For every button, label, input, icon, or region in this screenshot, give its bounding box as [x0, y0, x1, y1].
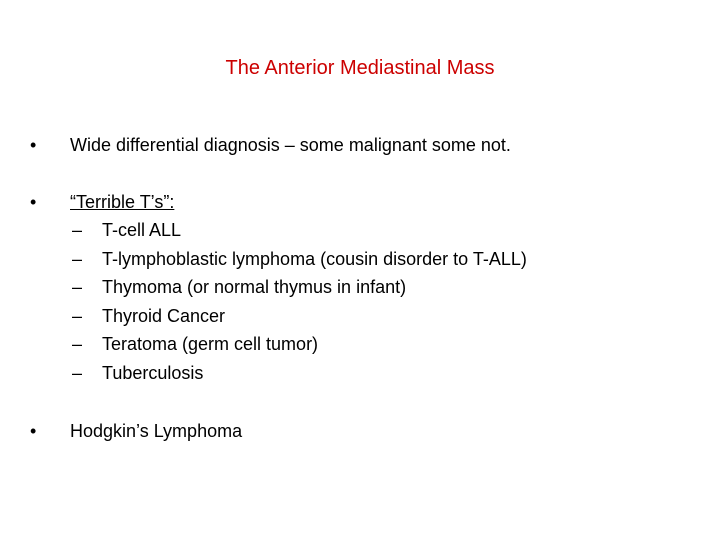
sub-item-text: T-lymphoblastic lymphoma (cousin disorder to T-ALL)	[102, 248, 527, 269]
sub-item-text: Thyroid Cancer	[102, 305, 226, 326]
sub-item-text: Thymoma (or normal thymus in infant)	[102, 277, 407, 297]
sub-list-item	[72, 249, 527, 278]
dash-marker: –	[72, 277, 83, 297]
slide-title: The Anterior Mediastinal Mass	[225, 57, 495, 79]
sub-list-item	[72, 220, 527, 249]
dash-marker: –	[72, 220, 83, 240]
sub-item-text: Teratoma (germ cell tumor)	[102, 334, 319, 354]
bullet-item	[30, 192, 174, 212]
bullet-text: Hodgkin’s Lymphoma	[70, 421, 243, 441]
bullet-marker: •	[30, 421, 37, 441]
dash-marker: –	[72, 362, 83, 383]
sub-item-text: Tuberculosis	[102, 362, 204, 383]
dash-marker: –	[72, 305, 83, 326]
bullet-text: Wide differential diagnosis – some malignant some not.	[70, 135, 511, 155]
dash-marker: –	[72, 334, 83, 354]
sub-list-item	[72, 306, 527, 335]
sub-list-item	[72, 363, 527, 392]
sub-list-item	[72, 277, 527, 306]
dash-marker: –	[72, 248, 83, 269]
bullet-item	[30, 135, 511, 155]
bullet-marker: •	[30, 135, 37, 155]
bullet-text: “Terrible T’s”:	[70, 192, 175, 212]
bullet-marker: •	[30, 192, 37, 212]
terrible-ts-list	[72, 220, 527, 391]
sub-item-text: T-cell ALL	[102, 220, 182, 240]
bullet-item	[30, 421, 242, 441]
sub-list-item	[72, 334, 527, 363]
